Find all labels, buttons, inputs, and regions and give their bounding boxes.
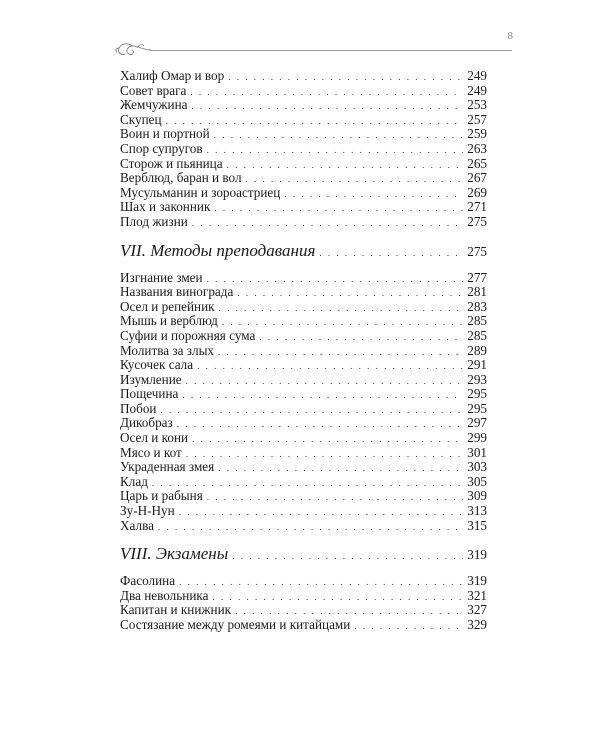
toc-entry-page-number: 277	[467, 269, 487, 285]
dot-leader	[222, 315, 463, 330]
dot-leader	[214, 128, 464, 143]
toc-entry[interactable]	[120, 416, 487, 431]
toc-entry[interactable]	[120, 285, 487, 300]
toc-entry-title: Плод жизни	[120, 213, 188, 229]
toc-entry-page-number: 269	[467, 184, 487, 200]
dot-leader	[186, 447, 463, 462]
toc-entry-title: Воин и портной	[120, 126, 210, 142]
dot-leader	[207, 143, 464, 158]
toc-entry-title: Побои	[120, 400, 157, 416]
toc-entry-page-number: 263	[467, 140, 487, 156]
dot-leader	[232, 545, 463, 567]
toc-entry-title: Осел и кони	[120, 430, 189, 446]
toc-entry-title: Верблюд, баран и вол	[120, 170, 242, 186]
toc-entry-title: Халва	[120, 517, 154, 533]
toc-entry-title: Украденная змея	[120, 459, 215, 475]
toc-group-3	[120, 574, 487, 632]
toc-entry-page-number: 291	[467, 357, 487, 373]
toc-entry[interactable]	[120, 387, 487, 402]
toc-entry[interactable]	[120, 519, 487, 534]
dot-leader	[160, 403, 463, 418]
toc-entry[interactable]	[120, 344, 487, 359]
toc-entry-title: Изгнание змеи	[120, 269, 203, 285]
toc-entry-title: Клад	[120, 473, 148, 489]
toc-entry-title: Два невольника	[120, 587, 209, 603]
toc-entry-page-number: 253	[467, 97, 487, 113]
dot-leader	[212, 590, 463, 605]
dot-leader	[158, 520, 463, 535]
toc-entry[interactable]	[120, 446, 487, 461]
dot-leader	[186, 374, 464, 389]
toc-entry[interactable]	[120, 589, 487, 604]
toc-entry-page-number: 249	[467, 68, 487, 83]
toc-entry[interactable]	[120, 142, 487, 157]
toc-entry-title: Скупец	[120, 111, 162, 127]
toc-entry-page-number: 327	[467, 602, 487, 618]
toc-entry-page-number: 313	[467, 503, 487, 519]
toc-entry-page-number: 281	[467, 284, 487, 300]
dot-leader	[228, 70, 463, 85]
toc-entry[interactable]	[120, 69, 487, 84]
header-rule	[150, 50, 512, 51]
toc-entry-title: Халиф Омар и вор	[120, 68, 225, 83]
toc-entry-page-number: 301	[467, 444, 487, 460]
section-page-number: 275	[467, 243, 487, 259]
toc-entry[interactable]	[120, 402, 487, 417]
toc-entry[interactable]	[120, 113, 487, 128]
dot-leader	[166, 114, 464, 129]
toc-entry[interactable]	[120, 358, 487, 373]
toc-entry-title: Кусочек сала	[120, 357, 194, 373]
header-ornament-icon	[113, 38, 153, 62]
toc-entry-page-number: 283	[467, 298, 487, 314]
dot-leader	[214, 201, 463, 216]
toc-entry-title: Состязание между ромеями и китайцами	[120, 617, 351, 632]
toc-entry-page-number: 293	[467, 371, 487, 387]
toc-entry-page-number: 271	[467, 199, 487, 215]
toc-entry-page-number: 275	[467, 213, 487, 229]
section-title: VII. Методы преподавания	[120, 240, 316, 260]
dot-leader	[207, 490, 463, 505]
toc-entry-page-number: 257	[467, 111, 487, 127]
toc-entry-page-number: 305	[467, 473, 487, 489]
toc-entry-page-number: 315	[467, 517, 487, 533]
toc-entry-title: Мышь и верблюд	[120, 313, 218, 329]
toc-entry-page-number: 309	[467, 488, 487, 504]
toc-entry[interactable]	[120, 329, 487, 344]
toc-entry-page-number: 295	[467, 386, 487, 402]
toc-entry[interactable]	[120, 603, 487, 618]
section-heading-vii[interactable]	[120, 240, 487, 262]
toc-entry[interactable]	[120, 171, 487, 186]
toc-entry-page-number: 321	[467, 587, 487, 603]
toc-entry[interactable]	[120, 127, 487, 142]
toc-entry-page-number: 289	[467, 342, 487, 358]
page-number: 8	[507, 30, 513, 42]
toc-entry[interactable]	[120, 300, 487, 315]
toc-entry[interactable]	[120, 460, 487, 475]
toc-entry[interactable]	[120, 157, 487, 172]
toc-entry-title: Шах и законник	[120, 199, 211, 215]
dot-leader	[191, 99, 463, 114]
toc-entry-title: Мясо и кот	[120, 444, 182, 460]
toc-entry-page-number: 297	[467, 415, 487, 431]
dot-leader	[192, 216, 463, 231]
dot-leader	[218, 461, 463, 476]
section-title: VIII. Экзамены	[120, 544, 229, 564]
toc-entry-page-number: 303	[467, 459, 487, 475]
toc-entry-page-number: 285	[467, 313, 487, 329]
toc-entry-page-number: 295	[467, 400, 487, 416]
dot-leader	[237, 286, 463, 301]
toc-entry-title: Осел и репейник	[120, 298, 215, 314]
toc-entry-title: Мусульманин и зороастриец	[120, 184, 281, 200]
toc-entry[interactable]	[120, 504, 487, 519]
toc-entry[interactable]	[120, 98, 487, 113]
toc-group-1	[120, 69, 487, 230]
toc-entry-page-number: 329	[467, 617, 487, 632]
dot-leader	[192, 432, 463, 447]
dot-leader	[259, 330, 463, 345]
toc-entry-title: Изумление	[120, 371, 182, 387]
section-heading-viii[interactable]	[120, 543, 487, 565]
toc-entry-title: Пощечина	[120, 386, 179, 402]
dot-leader	[197, 359, 463, 374]
toc-entry[interactable]	[120, 186, 487, 201]
dot-leader	[177, 417, 463, 432]
toc-entry[interactable]	[120, 618, 487, 633]
dot-leader	[179, 575, 463, 590]
toc-entry-title: Капитан и книжник	[120, 602, 232, 618]
toc-entry-title: Суфии и порожняя сума	[120, 327, 256, 343]
dot-leader	[284, 187, 463, 202]
toc-group-2	[120, 271, 487, 534]
toc-entry-page-number: 267	[467, 170, 487, 186]
toc-entry-page-number: 265	[467, 155, 487, 171]
toc-entry-title: Царь и рабыня	[120, 488, 203, 504]
section-page-number: 319	[467, 547, 487, 563]
dot-leader	[190, 85, 463, 100]
toc-entry[interactable]	[120, 314, 487, 329]
toc-entry[interactable]	[120, 215, 487, 230]
toc-entry-title: Зу-Н-Нун	[120, 503, 175, 519]
dot-leader	[354, 619, 463, 634]
toc-entry-title: Названия винограда	[120, 284, 234, 300]
toc-entry-title: Спор супругов	[120, 140, 203, 156]
toc-entry[interactable]	[120, 200, 487, 215]
toc-entry-page-number: 259	[467, 126, 487, 142]
toc-entry-page-number: 319	[467, 573, 487, 589]
toc-entry[interactable]	[120, 489, 487, 504]
toc-entry-page-number: 299	[467, 430, 487, 446]
dot-leader	[182, 388, 463, 403]
toc-entry[interactable]	[120, 431, 487, 446]
dot-leader	[218, 345, 463, 360]
toc-entry[interactable]	[120, 271, 487, 286]
toc-entry[interactable]	[120, 475, 487, 490]
toc-entry-page-number: 285	[467, 327, 487, 343]
toc-entry[interactable]	[120, 84, 487, 99]
toc-entry[interactable]	[120, 373, 487, 388]
dot-leader	[179, 505, 464, 520]
dot-leader	[207, 272, 464, 287]
toc-entry-title: Фасолина	[120, 573, 176, 589]
toc-entry-title: Дикобраз	[120, 415, 173, 431]
toc-entry-title: Совет врага	[120, 82, 187, 98]
toc-entry-title: Молитва за злых	[120, 342, 215, 358]
dot-leader	[219, 301, 464, 316]
toc-entry[interactable]	[120, 574, 487, 589]
toc-entry-title: Сторож и пьяница	[120, 155, 223, 171]
dot-leader	[319, 242, 463, 264]
dot-leader	[227, 158, 464, 173]
toc-entry-title: Жемчужина	[120, 97, 188, 113]
toc-entry-page-number: 249	[467, 82, 487, 98]
table-of-contents	[120, 69, 487, 633]
